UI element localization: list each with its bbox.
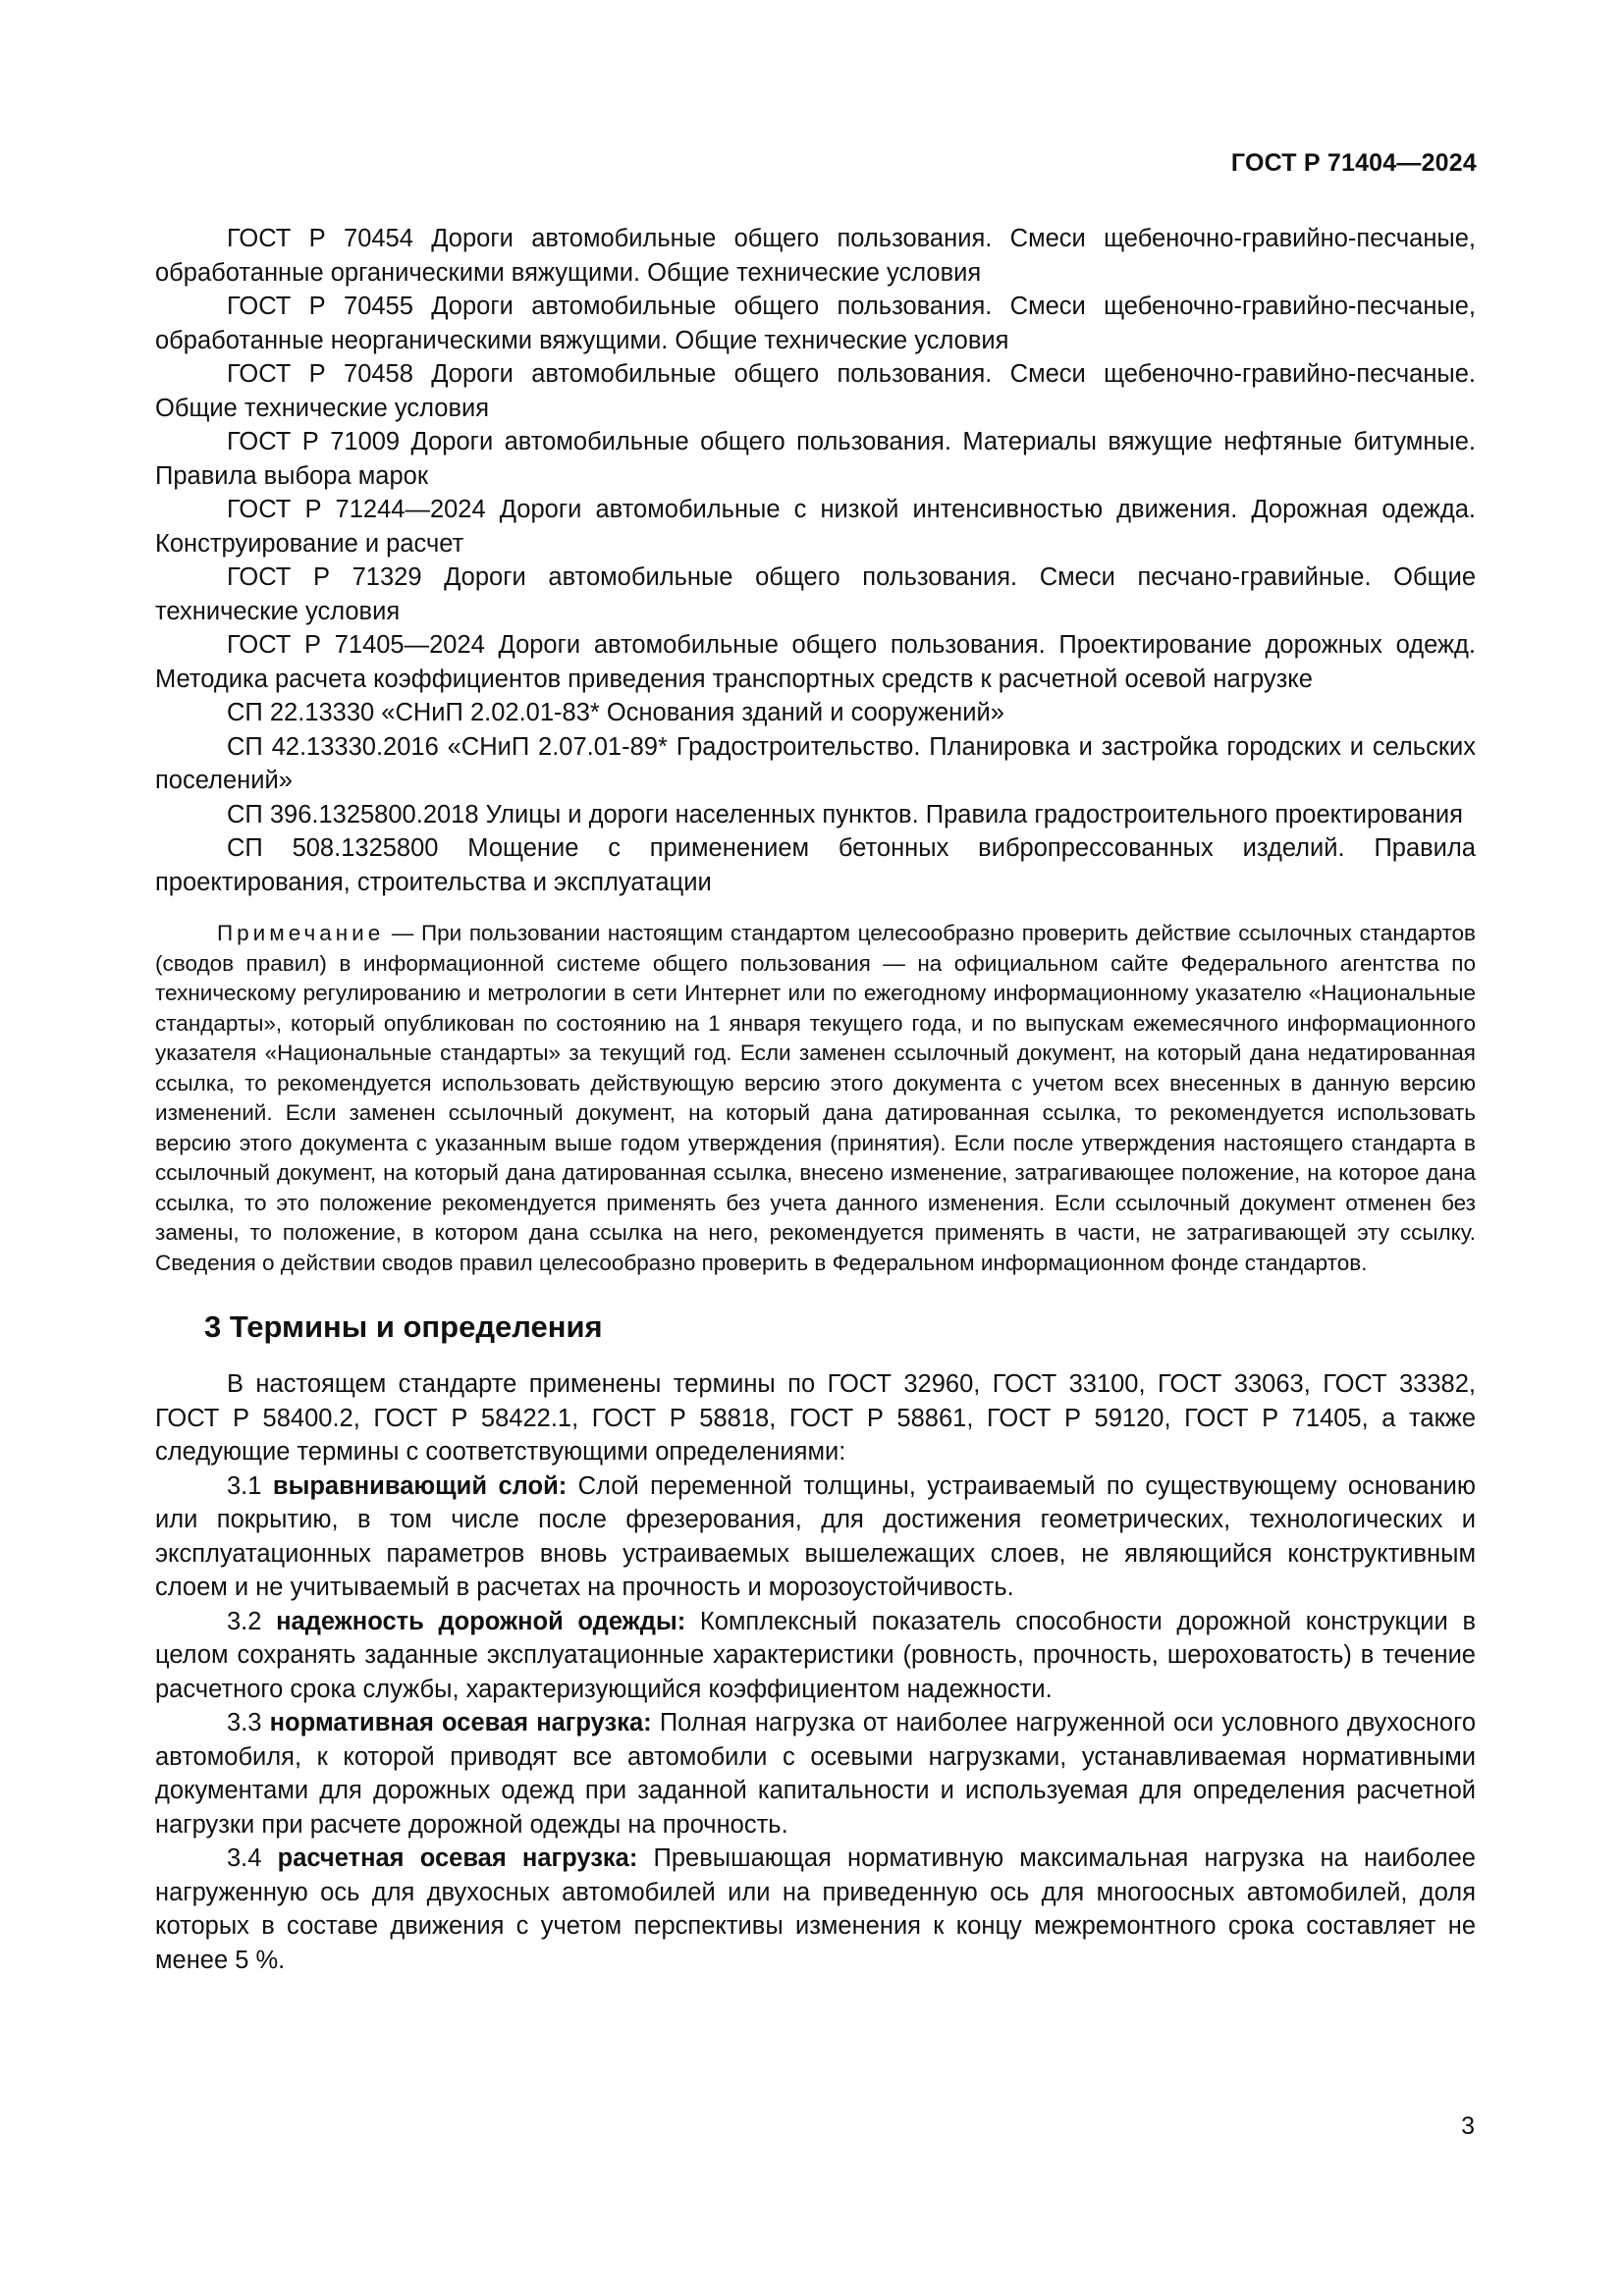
reference-item: СП 396.1325800.2018 Улицы и дороги населенных пунктов. Правила градостроительного проектирования <box>227 800 1463 828</box>
term-number: 3.3 <box>227 1709 262 1736</box>
section-intro: В настоящем стандарте применены термины по ГОСТ 32960, ГОСТ 33100, ГОСТ 33063, ГОСТ 33382, ГОСТ Р 58400.2, ГОСТ Р 58422.1, ГОСТ Р 58818, ГОСТ Р 58861, ГОСТ Р 59120, ГОСТ Р 71405, а также следующие термины с соответствующими определениями: <box>155 1370 1476 1466</box>
term-number: 3.1 <box>227 1471 262 1500</box>
reference-item: ГОСТ Р 71329 Дороги автомобильные общего пользования. Смеси песчано-гравийные. Общие технические условия <box>155 563 1476 625</box>
term-text: Превышающая нормативную максимальная нагрузка на наиболее нагруженную ось для двухосных автомобилей или на приведенную ось для многоосных автомобилей, доля которых в составе движения с учетом перспективы изменения к концу межремонтного срока составляет не менее 5 %. <box>155 1844 1476 1974</box>
term-name: выравнивающий слой: <box>272 1471 568 1500</box>
term-text: Полная нагрузка от наиболее нагруженной оси условного двухосного автомобиля, к которой приводят все автомобили с осевыми нагрузками, устанавливаемая нормативными документами для дорожных одежд при заданной капитальности и используемая для определения расчетной нагрузки при расчете дорожной одежды на прочность. <box>155 1709 1477 1839</box>
reference-item: ГОСТ Р 70454 Дороги автомобильные общего пользования. Смеси щебеночно-гравийно-песчаные, обработанные органическими вяжущими. Общие технические условия <box>155 225 1476 287</box>
term-number: 3.4 <box>227 1844 262 1872</box>
reference-item: СП 508.1325800 Мощение с применением бетонных вибропрессованных изделий. Правила проектирования, строительства и эксплуатации <box>155 834 1476 896</box>
normative-references-list <box>155 222 1476 899</box>
reference-item: ГОСТ Р 70458 Дороги автомобильные общего пользования. Смеси щебеночно-гравийно-песчаные. Общие технические условия <box>155 360 1476 422</box>
term-name: расчетная осевая нагрузка: <box>277 1844 638 1872</box>
reference-item: ГОСТ Р 71009 Дороги автомобильные общего пользования. Материалы вяжущие нефтяные битумные. Правила выбора марок <box>155 428 1476 490</box>
page-number: 3 <box>1461 2112 1475 2140</box>
term-definition <box>155 1469 1476 1605</box>
page-content <box>155 222 1476 1977</box>
term-definition <box>155 1706 1476 1842</box>
term-text: Комплексный показатель способности дорожной конструкции в целом сохранять заданные эксплуатационные характеристики (ровность, прочность, шероховатость) в течение расчетного срока службы, характеризующийся коэффициентом надежности. <box>155 1607 1476 1703</box>
reference-item: ГОСТ Р 70455 Дороги автомобильные общего пользования. Смеси щебеночно-гравийно-песчаные, обработанные неорганическими вяжущими. Общие технические условия <box>155 293 1476 354</box>
note-text: — При пользовании настоящим стандартом целесообразно проверить действие ссылочных стандартов (сводов правил) в информационной системе общего пользования — на официальном сайте Федерального агентства по техническому регулированию и метрологии в сети Интернет или по ежегодному информационному указателю «Национальные стандарты», который опубликован по состоянию на 1 января текущего года, и по выпускам ежемесячного информационного указателя «Национальные стандарты» за текущий год. Если заменен ссылочный документ, на который дана недатированная ссылка, то рекомендуется использовать действующую версию этого документа с учетом всех внесенных в данную версию изменений. Если заменен ссылочный документ, на который дана датированная ссылка, то рекомендуется использовать версию этого документа с указанным выше годом утверждения (принятия). Если после утверждения настоящего стандарта в ссылочный документ, на который дана датированная ссылка, внесено изменение, затрагивающее положение, на которое дана ссылка, то это положение рекомендуется применять без учета данного изменения. Если ссылочный документ отменен без замены, то положение, в котором дана ссылка на него, рекомендуется применять в части, не затрагивающей эту ссылку. Сведения о действии сводов правил целесообразно проверить в Федеральном информационном фонде стандартов. <box>155 921 1476 1275</box>
term-definition <box>155 1842 1476 1977</box>
reference-item: ГОСТ Р 71405—2024 Дороги автомобильные общего пользования. Проектирование дорожных одежд. Методика расчета коэффициентов приведения транспортных средств к расчетной осевой нагрузке <box>155 631 1476 693</box>
reference-item: ГОСТ Р 71244—2024 Дороги автомобильные с низкой интенсивностью движения. Дорожная одежда. Конструирование и расчет <box>155 496 1476 558</box>
note-label: Примечание <box>217 921 385 945</box>
note-paragraph <box>155 919 1476 1278</box>
term-name: надежность дорожной одежды: <box>276 1607 686 1635</box>
term-number: 3.2 <box>227 1607 262 1635</box>
term-definition <box>155 1605 1476 1707</box>
term-name: нормативная осевая нагрузка: <box>269 1709 652 1736</box>
reference-item: СП 42.13330.2016 «СНиП 2.07.01-89* Градостроительство. Планировка и застройка городских и сельских поселений» <box>155 732 1476 794</box>
section-heading: 3 Термины и определения <box>204 1309 603 1344</box>
term-text: Слой переменной толщины, устраиваемый по существующему основанию или покрытию, в том числе после фрезерования, для достижения геометрических, технологических и эксплуатационных параметров вновь устраиваемых вышележащих слоев, не являющийся конструктивным слоем и не учитываемый в расчетах на прочность и морозоустойчивость. <box>155 1471 1476 1601</box>
document-code: ГОСТ Р 71404—2024 <box>1230 149 1477 177</box>
reference-item: СП 22.13330 «СНиП 2.02.01-83* Основания зданий и сооружений» <box>227 699 1004 726</box>
